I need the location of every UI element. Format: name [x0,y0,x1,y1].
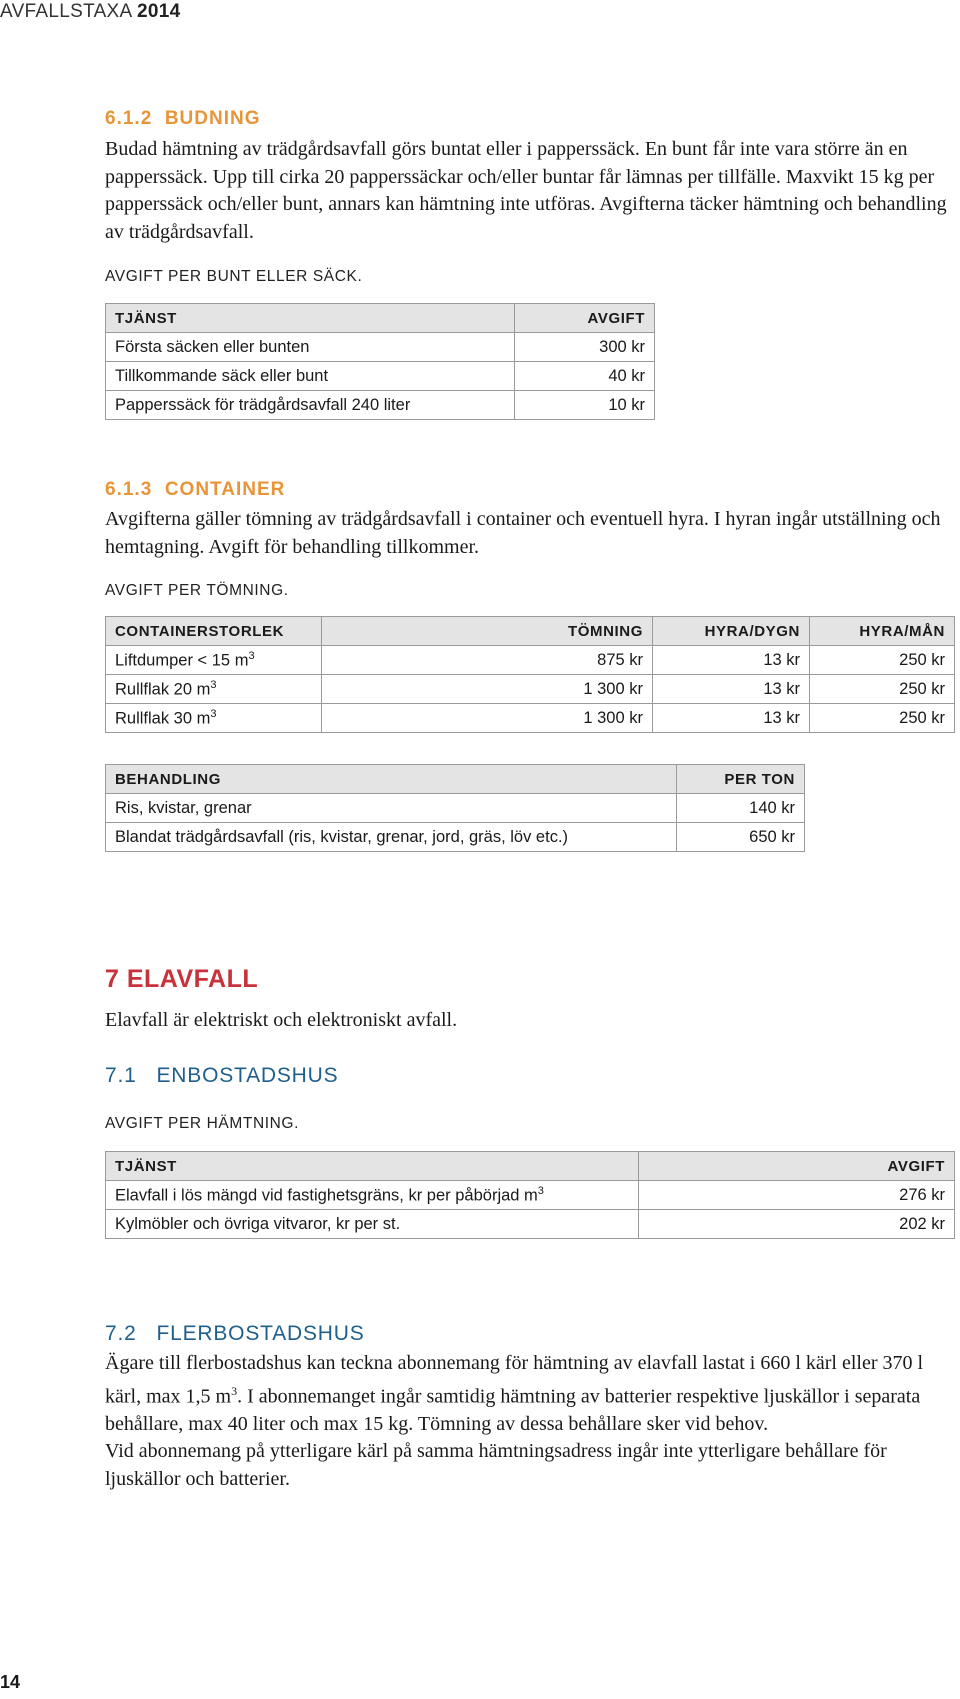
header-cell: PER TON [677,765,805,794]
body-text: . I abonnemanget ingår samtidig hämtning av batterier respektive ljuskällor i separata behållare, max 40 liter och max 15 kg. Tömning av dessa behållare sker vid behov. [105,1385,921,1435]
header-cell: AVGIFT [639,1152,955,1181]
section-title: ENBOSTADSHUS [156,1064,339,1087]
budning-fee-table [105,303,655,420]
table-cell: 140 kr [677,794,805,823]
section-6-1-3-heading [105,479,285,501]
header-cell: HYRA/MÅN [810,617,955,646]
table-row [106,675,955,704]
elavfall-fee-table [105,1151,955,1239]
superscript: 3 [537,1184,544,1197]
body-text: Ägare till flerbostadshus kan teckna abonnemang för hämtning av elavfall lastat i 660 l kärl eller 370 l kärl, max 1,5 m [105,1352,924,1408]
superscript: 3 [210,678,217,691]
header-cell: CONTAINERSTORLEK [106,617,322,646]
superscript: 3 [248,649,255,662]
table-cell: 1 300 kr [322,675,653,704]
section-7-2-body [105,1350,955,1493]
table-row [106,794,805,823]
section-6-1-2-heading [105,108,261,130]
section-6-1-2-body: Budad hämtning av trädgårdsavfall görs buntat eller i papperssäck. En bunt får inte vara större än en papperssäck. Upp till cirka 20 papperssäckar och/eller buntar får lämnas per tillfälle. Maxvikt 15 kg per papperssäck och/eller bunt, annars kan hämtning inte utföras. Avgifterna täcker hämtning och behandling av trädgårdsavfall. [105,138,947,243]
table-cell: 875 kr [322,646,653,675]
treatment-fee-table [105,764,805,852]
table-cell: 250 kr [810,646,955,675]
section-title: FLERBOSTADSHUS [156,1322,365,1345]
table-cell: 276 kr [639,1181,955,1210]
table-cell [106,704,322,733]
table-header-row [106,765,805,794]
table-cell: 650 kr [677,823,805,852]
table-cell: Första säcken eller bunten [106,333,515,362]
header-year: 2014 [137,1,181,22]
header-cell: BEHANDLING [106,765,677,794]
section-7-2-heading [105,1322,365,1346]
header-cell: TJÄNST [106,304,515,333]
table-cell: 13 kr [653,675,810,704]
table-cell [106,675,322,704]
section-7-1-heading [105,1064,338,1088]
table-cell: Kylmöbler och övriga vitvaror, kr per st. [106,1210,639,1239]
table-cell: 10 kr [515,391,655,420]
table-row [106,391,655,420]
table-row [106,646,955,675]
header-cell: TJÄNST [106,1152,639,1181]
cell-text: Rullflak 20 m [115,680,211,699]
section-number: 7.2 [105,1322,137,1345]
table-cell: 300 kr [515,333,655,362]
table-cell: Blandat trädgårdsavfall (ris, kvistar, grenar, jord, gräs, löv etc.) [106,823,677,852]
table-cell: Papperssäck för trädgårdsavfall 240 liter [106,391,515,420]
section-number: 6.1.3 [105,479,153,500]
table-cell: 13 kr [653,646,810,675]
table-cell: 250 kr [810,675,955,704]
table-cell: 1 300 kr [322,704,653,733]
section-number: 7.1 [105,1064,137,1087]
section-title: BUDNING [164,108,261,129]
table-cell: 40 kr [515,362,655,391]
header-cell: AVGIFT [515,304,655,333]
fee-label-hamtning: AVGIFT PER HÄMTNING. [105,1115,299,1132]
table-row [106,704,955,733]
table-row [106,333,655,362]
header-cell: HYRA/DYGN [653,617,810,646]
table-cell: 13 kr [653,704,810,733]
table-row [106,1181,955,1210]
cell-text: Liftdumper < 15 m [115,651,249,670]
body-text: Vid abonnemang på ytterligare kärl på samma hämtningsadress ingår inte ytterligare behållare för ljuskällor och batterier. [105,1440,887,1490]
table-header-row [106,617,955,646]
table-header-row [106,304,655,333]
table-cell [106,646,322,675]
superscript: 3 [231,1383,238,1398]
table-row [106,362,655,391]
running-header [0,1,181,23]
fee-label-bunt: AVGIFT PER BUNT ELLER SÄCK. [105,268,363,285]
table-row [106,823,805,852]
fee-label-tomning: AVGIFT PER TÖMNING. [105,582,289,599]
page-number: 14 [0,1672,21,1692]
table-cell: Ris, kvistar, grenar [106,794,677,823]
container-fee-table [105,616,955,733]
header-cell: TÖMNING [322,617,653,646]
table-cell: Tillkommande säck eller bunt [106,362,515,391]
header-prefix: AVFALLSTAXA [0,1,138,22]
section-number: 6.1.2 [105,108,153,129]
table-row [106,1210,955,1239]
section-title: CONTAINER [164,479,286,500]
table-header-row [106,1152,955,1181]
cell-text: Elavfall i lös mängd vid fastighetsgräns, kr per påbörjad m [115,1186,538,1205]
table-cell: 202 kr [639,1210,955,1239]
table-cell: 250 kr [810,704,955,733]
section-6-1-3-body: Avgifterna gäller tömning av trädgårdsavfall i container och eventuell hyra. I hyran ingår utställning och hemtagning. Avgift för behandling tillkommer. [105,508,941,558]
table-cell [106,1181,639,1210]
chapter-7-body: Elavfall är elektriskt och elektroniskt avfall. [105,1009,458,1031]
superscript: 3 [210,707,217,720]
chapter-7-heading: 7 ELAVFALL [105,965,259,993]
cell-text: Rullflak 30 m [115,709,211,728]
